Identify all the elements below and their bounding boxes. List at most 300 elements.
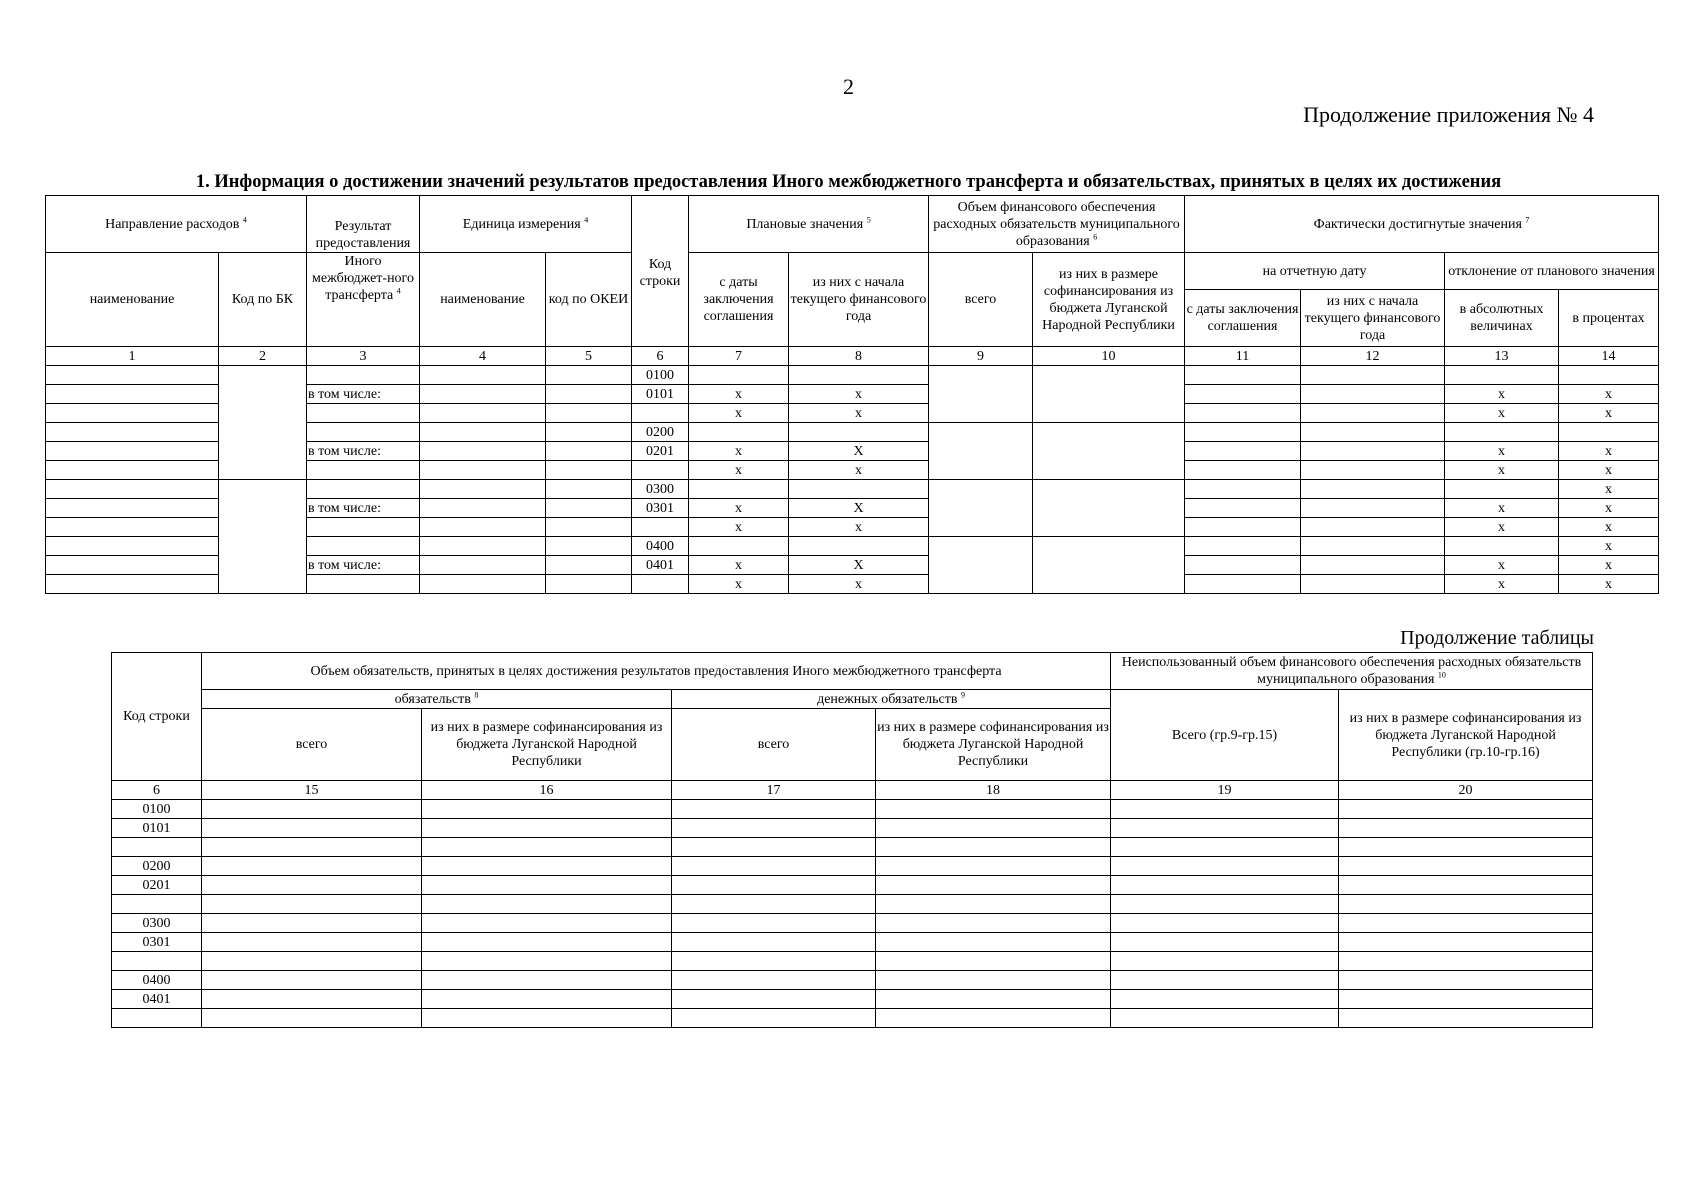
hdr2-total15: всего xyxy=(202,709,422,781)
cell-row-code: 0201 xyxy=(112,876,202,895)
cell-value xyxy=(1339,838,1593,857)
cell-bk-code xyxy=(219,366,307,480)
cell-value xyxy=(672,1009,876,1028)
cell-value xyxy=(1111,971,1339,990)
cell-fact-agreement xyxy=(1185,442,1301,461)
cell-value xyxy=(1339,895,1593,914)
column-number: 13 xyxy=(1445,347,1559,366)
obligations-table xyxy=(111,652,1593,1028)
cell-fact-agreement xyxy=(1185,537,1301,556)
cell-fact-year xyxy=(1301,499,1445,518)
hdr-direction: Направление расходов $^4$ xyxy=(46,196,307,253)
cell-row-code xyxy=(632,461,689,480)
cell-value xyxy=(1339,952,1593,971)
cell-name xyxy=(46,442,219,461)
cell-plan-agreement xyxy=(689,480,789,499)
cell-volume-cofinance xyxy=(1033,480,1185,537)
cell-value xyxy=(202,952,422,971)
table-row xyxy=(112,952,1593,971)
cell-deviation-percent: x xyxy=(1559,499,1659,518)
cell-value xyxy=(422,971,672,990)
cell-plan-year: X xyxy=(789,442,929,461)
cell-row-code xyxy=(632,404,689,423)
hdr-plan-from-year: из них с начала текущего финансового года xyxy=(789,253,929,347)
cell-plan-year: x xyxy=(789,404,929,423)
hdr-volume: Объем финансового обеспечения расходных обязательств муниципального образования $^6$ xyxy=(929,196,1185,253)
cell-result xyxy=(307,404,420,423)
cell-row-code: 0300 xyxy=(632,480,689,499)
cell-value xyxy=(422,876,672,895)
cell-value xyxy=(672,876,876,895)
cell-row-code: 0200 xyxy=(112,857,202,876)
cell-result xyxy=(307,366,420,385)
cell-fact-agreement xyxy=(1185,423,1301,442)
hdr-actual: Фактически достигнутые значения $^7$ xyxy=(1185,196,1659,253)
hdr-row-code: Код строки xyxy=(632,196,689,347)
column-number: 8 xyxy=(789,347,929,366)
cell-unit-name xyxy=(420,442,546,461)
hdr2-obligations-volume: Объем обязательств, принятых в целях достижения результатов предоставления Иного межбюджетного трансферта xyxy=(202,653,1111,690)
cell-fact-year xyxy=(1301,385,1445,404)
cell-plan-agreement xyxy=(689,366,789,385)
cell-row-code: 0301 xyxy=(632,499,689,518)
cell-value xyxy=(1339,800,1593,819)
cell-deviation-percent: x xyxy=(1559,461,1659,480)
cell-value xyxy=(422,800,672,819)
hdr-bk-code: Код по БК xyxy=(219,253,307,347)
cell-volume-total xyxy=(929,480,1033,537)
cell-name xyxy=(46,480,219,499)
cell-okei xyxy=(546,404,632,423)
column-number: 10 xyxy=(1033,347,1185,366)
cell-value xyxy=(672,819,876,838)
cell-value xyxy=(876,914,1111,933)
cell-value xyxy=(672,971,876,990)
cell-unit-name xyxy=(420,404,546,423)
hdr-name: наименование xyxy=(46,253,219,347)
cell-deviation-absolute: x xyxy=(1445,556,1559,575)
achievement-table xyxy=(45,195,1659,594)
cell-fact-year xyxy=(1301,461,1445,480)
column-number: 18 xyxy=(876,781,1111,800)
cell-row-code: 0101 xyxy=(112,819,202,838)
hdr-at-date: на отчетную дату xyxy=(1185,253,1445,290)
cell-row-code: 0300 xyxy=(112,914,202,933)
column-number: 6 xyxy=(632,347,689,366)
cell-okei xyxy=(546,480,632,499)
cell-value xyxy=(1339,914,1593,933)
cell-value xyxy=(672,952,876,971)
cell-value xyxy=(876,971,1111,990)
cell-value xyxy=(672,914,876,933)
cell-row-code: 0201 xyxy=(632,442,689,461)
cell-fact-agreement xyxy=(1185,366,1301,385)
continuation-label: Продолжение таблицы xyxy=(1400,627,1594,649)
cell-value xyxy=(422,819,672,838)
column-number: 19 xyxy=(1111,781,1339,800)
cell-result xyxy=(307,537,420,556)
cell-fact-year xyxy=(1301,575,1445,594)
cell-value xyxy=(422,952,672,971)
cell-plan-year: X xyxy=(789,499,929,518)
cell-value xyxy=(876,838,1111,857)
cell-fact-year xyxy=(1301,518,1445,537)
cell-value xyxy=(422,1009,672,1028)
hdr-volume-total: всего xyxy=(929,253,1033,347)
cell-okei xyxy=(546,442,632,461)
cell-fact-agreement xyxy=(1185,499,1301,518)
cell-value xyxy=(1111,914,1339,933)
hdr-planned: Плановые значения $^5$ xyxy=(689,196,929,253)
cell-name xyxy=(46,385,219,404)
cell-name xyxy=(46,518,219,537)
hdr2-obligations: обязательств $^8$ xyxy=(202,690,672,709)
column-number: 12 xyxy=(1301,347,1445,366)
hdr-absolute: в абсолютных величинах xyxy=(1445,290,1559,347)
column-number: 15 xyxy=(202,781,422,800)
cell-value xyxy=(1339,857,1593,876)
cell-value xyxy=(876,857,1111,876)
hdr2-total19: Всего (гр.9-гр.15) xyxy=(1111,690,1339,781)
cell-okei xyxy=(546,499,632,518)
cell-value xyxy=(672,990,876,1009)
cell-plan-agreement xyxy=(689,423,789,442)
cell-row-code: 0101 xyxy=(632,385,689,404)
cell-fact-agreement xyxy=(1185,461,1301,480)
cell-unit-name xyxy=(420,537,546,556)
cell-row-code xyxy=(632,518,689,537)
cell-name xyxy=(46,556,219,575)
cell-row-code xyxy=(112,952,202,971)
cell-deviation-percent: x xyxy=(1559,537,1659,556)
table-row xyxy=(112,895,1593,914)
cell-value xyxy=(1111,1009,1339,1028)
cell-fact-agreement xyxy=(1185,518,1301,537)
cell-value xyxy=(672,895,876,914)
cell-value xyxy=(1339,933,1593,952)
cell-fact-agreement xyxy=(1185,385,1301,404)
column-number: 7 xyxy=(689,347,789,366)
cell-row-code: 0400 xyxy=(632,537,689,556)
column-number: 14 xyxy=(1559,347,1659,366)
hdr-unit-name: наименование xyxy=(420,253,546,347)
cell-plan-agreement xyxy=(689,537,789,556)
cell-result xyxy=(307,518,420,537)
cell-fact-year xyxy=(1301,556,1445,575)
cell-value xyxy=(202,857,422,876)
cell-deviation-percent: x xyxy=(1559,556,1659,575)
cell-value xyxy=(672,857,876,876)
cell-okei xyxy=(546,537,632,556)
cell-value xyxy=(1111,895,1339,914)
column-number: 4 xyxy=(420,347,546,366)
cell-plan-year: X xyxy=(789,556,929,575)
cell-value xyxy=(202,990,422,1009)
cell-row-code xyxy=(112,1009,202,1028)
hdr-okei: код по ОКЕИ xyxy=(546,253,632,347)
cell-deviation-absolute: x xyxy=(1445,518,1559,537)
cell-plan-year: x xyxy=(789,575,929,594)
cell-row-code: 0400 xyxy=(112,971,202,990)
cell-value xyxy=(672,933,876,952)
cell-fact-year xyxy=(1301,404,1445,423)
cell-deviation-absolute: x xyxy=(1445,499,1559,518)
cell-deviation-absolute: x xyxy=(1445,575,1559,594)
cell-deviation-absolute xyxy=(1445,423,1559,442)
cell-result: в том числе: xyxy=(307,556,420,575)
table-row xyxy=(112,914,1593,933)
cell-okei xyxy=(546,366,632,385)
column-number: 20 xyxy=(1339,781,1593,800)
cell-value xyxy=(202,819,422,838)
cell-unit-name xyxy=(420,366,546,385)
cell-value xyxy=(876,876,1111,895)
cell-unit-name xyxy=(420,499,546,518)
cell-value xyxy=(1111,933,1339,952)
cell-plan-agreement: x xyxy=(689,518,789,537)
cell-row-code: 0401 xyxy=(112,990,202,1009)
cell-volume-cofinance xyxy=(1033,366,1185,423)
cell-name xyxy=(46,537,219,556)
cell-volume-total xyxy=(929,366,1033,423)
cell-okei xyxy=(546,575,632,594)
cell-value xyxy=(672,838,876,857)
cell-result xyxy=(307,575,420,594)
hdr-percent: в процентах xyxy=(1559,290,1659,347)
column-number: 17 xyxy=(672,781,876,800)
cell-value xyxy=(422,838,672,857)
cell-row-code xyxy=(112,838,202,857)
cell-deviation-percent: x xyxy=(1559,385,1659,404)
cell-okei xyxy=(546,461,632,480)
cell-plan-year xyxy=(789,423,929,442)
cell-value xyxy=(1111,819,1339,838)
cell-plan-year: x xyxy=(789,385,929,404)
cell-deviation-percent: x xyxy=(1559,480,1659,499)
cell-value xyxy=(1111,800,1339,819)
cell-value xyxy=(876,933,1111,952)
cell-unit-name xyxy=(420,575,546,594)
cell-value xyxy=(1339,1009,1593,1028)
table-row xyxy=(112,1009,1593,1028)
table-row xyxy=(46,366,1659,385)
page-number: 2 xyxy=(843,74,854,99)
cell-unit-name xyxy=(420,423,546,442)
cell-fact-year xyxy=(1301,442,1445,461)
cell-deviation-absolute: x xyxy=(1445,442,1559,461)
hdr-deviation: отклонение от планового значения xyxy=(1445,253,1659,290)
column-number: 6 xyxy=(112,781,202,800)
cell-value xyxy=(422,914,672,933)
cell-value xyxy=(1339,819,1593,838)
cell-value xyxy=(1339,876,1593,895)
cell-value xyxy=(202,971,422,990)
column-number: 11 xyxy=(1185,347,1301,366)
cell-plan-year: x xyxy=(789,461,929,480)
cell-plan-agreement: x xyxy=(689,556,789,575)
column-number: 2 xyxy=(219,347,307,366)
cell-deviation-absolute xyxy=(1445,537,1559,556)
cell-value xyxy=(876,952,1111,971)
cell-value xyxy=(202,876,422,895)
hdr2-unused: Неиспользованный объем финансового обеспечения расходных обязательств муниципального образования $^{10}$ xyxy=(1111,653,1593,690)
cell-name xyxy=(46,423,219,442)
cell-plan-year xyxy=(789,537,929,556)
hdr-fact-from-agreement: с даты заключения соглашения xyxy=(1185,290,1301,347)
cell-plan-year xyxy=(789,366,929,385)
cell-value xyxy=(1111,990,1339,1009)
cell-unit-name xyxy=(420,461,546,480)
cell-value xyxy=(876,819,1111,838)
cell-unit-name xyxy=(420,385,546,404)
cell-okei xyxy=(546,423,632,442)
cell-unit-name xyxy=(420,556,546,575)
appendix-label: Продолжение приложения № 4 xyxy=(1303,102,1594,127)
cell-fact-agreement xyxy=(1185,480,1301,499)
cell-plan-agreement: x xyxy=(689,442,789,461)
cell-value xyxy=(672,800,876,819)
cell-value xyxy=(876,1009,1111,1028)
cell-plan-agreement: x xyxy=(689,404,789,423)
cell-value xyxy=(202,838,422,857)
cell-okei xyxy=(546,556,632,575)
cell-row-code xyxy=(112,895,202,914)
cell-fact-year xyxy=(1301,537,1445,556)
cell-deviation-percent: x xyxy=(1559,518,1659,537)
cell-value xyxy=(1111,838,1339,857)
hdr-fact-from-year: из них с начала текущего финансового года xyxy=(1301,290,1445,347)
table-row xyxy=(112,857,1593,876)
column-number: 1 xyxy=(46,347,219,366)
cell-fact-agreement xyxy=(1185,556,1301,575)
hdr2-total17: всего xyxy=(672,709,876,781)
table-row xyxy=(112,838,1593,857)
cell-unit-name xyxy=(420,480,546,499)
cell-bk-code xyxy=(219,480,307,594)
table-row xyxy=(46,480,1659,499)
cell-value xyxy=(1339,990,1593,1009)
cell-plan-agreement: x xyxy=(689,575,789,594)
cell-name xyxy=(46,461,219,480)
cell-volume-total xyxy=(929,423,1033,480)
cell-result: в том числе: xyxy=(307,385,420,404)
column-number: 9 xyxy=(929,347,1033,366)
cell-row-code: 0100 xyxy=(632,366,689,385)
cell-fact-year xyxy=(1301,480,1445,499)
cell-unit-name xyxy=(420,518,546,537)
cell-okei xyxy=(546,385,632,404)
cell-result: в том числе: xyxy=(307,499,420,518)
cell-row-code: 0401 xyxy=(632,556,689,575)
cell-deviation-absolute xyxy=(1445,366,1559,385)
hdr-result-b: Иного межбюджет-ного трансферта $^4$ xyxy=(307,253,420,347)
column-number: 5 xyxy=(546,347,632,366)
table-row xyxy=(112,819,1593,838)
cell-result xyxy=(307,480,420,499)
cell-value xyxy=(1111,876,1339,895)
column-number: 16 xyxy=(422,781,672,800)
cell-fact-year xyxy=(1301,423,1445,442)
cell-deviation-percent xyxy=(1559,366,1659,385)
cell-volume-cofinance xyxy=(1033,537,1185,594)
cell-result xyxy=(307,461,420,480)
hdr2-cofinance20: из них в размере софинансирования из бюджета Луганской Народной Республики (гр.10-гр.16) xyxy=(1339,690,1593,781)
cell-value xyxy=(876,895,1111,914)
cell-result: в том числе: xyxy=(307,442,420,461)
cell-value xyxy=(202,914,422,933)
hdr2-cofinance18: из них в размере софинансирования из бюджета Луганской Народной Республики xyxy=(876,709,1111,781)
cell-row-code: 0301 xyxy=(112,933,202,952)
cell-plan-agreement: x xyxy=(689,385,789,404)
hdr-plan-from-agreement: с даты заключения соглашения xyxy=(689,253,789,347)
cell-deviation-percent xyxy=(1559,423,1659,442)
cell-deviation-absolute: x xyxy=(1445,385,1559,404)
cell-value xyxy=(1111,857,1339,876)
hdr-result-a: Результат предоставления xyxy=(307,196,420,253)
hdr2-cofinance16: из них в размере софинансирования из бюджета Луганской Народной Республики xyxy=(422,709,672,781)
cell-value xyxy=(422,933,672,952)
table-row xyxy=(112,876,1593,895)
cell-row-code: 0200 xyxy=(632,423,689,442)
cell-name xyxy=(46,366,219,385)
table-row xyxy=(112,800,1593,819)
cell-deviation-absolute xyxy=(1445,480,1559,499)
cell-value xyxy=(876,990,1111,1009)
hdr-volume-cofinance: из них в размере софинансирования из бюджета Луганской Народной Республики xyxy=(1033,253,1185,347)
cell-name xyxy=(46,499,219,518)
cell-deviation-absolute: x xyxy=(1445,404,1559,423)
table-row xyxy=(112,971,1593,990)
cell-deviation-percent: x xyxy=(1559,404,1659,423)
cell-value xyxy=(422,895,672,914)
table-row xyxy=(112,990,1593,1009)
cell-okei xyxy=(546,518,632,537)
cell-value xyxy=(422,990,672,1009)
table-title: 1. Информация о достижении значений результатов предоставления Иного межбюджетного трансферта и обязательствах, принятых в целях их достижения xyxy=(195,172,1502,192)
cell-deviation-absolute: x xyxy=(1445,461,1559,480)
cell-volume-cofinance xyxy=(1033,423,1185,480)
cell-plan-agreement: x xyxy=(689,461,789,480)
table-row xyxy=(112,933,1593,952)
cell-name xyxy=(46,404,219,423)
cell-value xyxy=(876,800,1111,819)
cell-value xyxy=(1339,971,1593,990)
hdr-unit: Единица измерения $^4$ xyxy=(420,196,632,253)
cell-name xyxy=(46,575,219,594)
column-number: 3 xyxy=(307,347,420,366)
cell-plan-year xyxy=(789,480,929,499)
cell-value xyxy=(202,933,422,952)
cell-value xyxy=(202,1009,422,1028)
cell-plan-year: x xyxy=(789,518,929,537)
cell-fact-agreement xyxy=(1185,575,1301,594)
cell-value xyxy=(422,857,672,876)
cell-plan-agreement: x xyxy=(689,499,789,518)
hdr2-row-code: Код строки xyxy=(112,653,202,781)
cell-value xyxy=(1111,952,1339,971)
cell-row-code xyxy=(632,575,689,594)
hdr2-monetary: денежных обязательств $^9$ xyxy=(672,690,1111,709)
cell-value xyxy=(202,800,422,819)
cell-deviation-percent: x xyxy=(1559,575,1659,594)
cell-fact-agreement xyxy=(1185,404,1301,423)
cell-result xyxy=(307,423,420,442)
cell-deviation-percent: x xyxy=(1559,442,1659,461)
cell-fact-year xyxy=(1301,366,1445,385)
cell-volume-total xyxy=(929,537,1033,594)
cell-row-code: 0100 xyxy=(112,800,202,819)
cell-value xyxy=(202,895,422,914)
